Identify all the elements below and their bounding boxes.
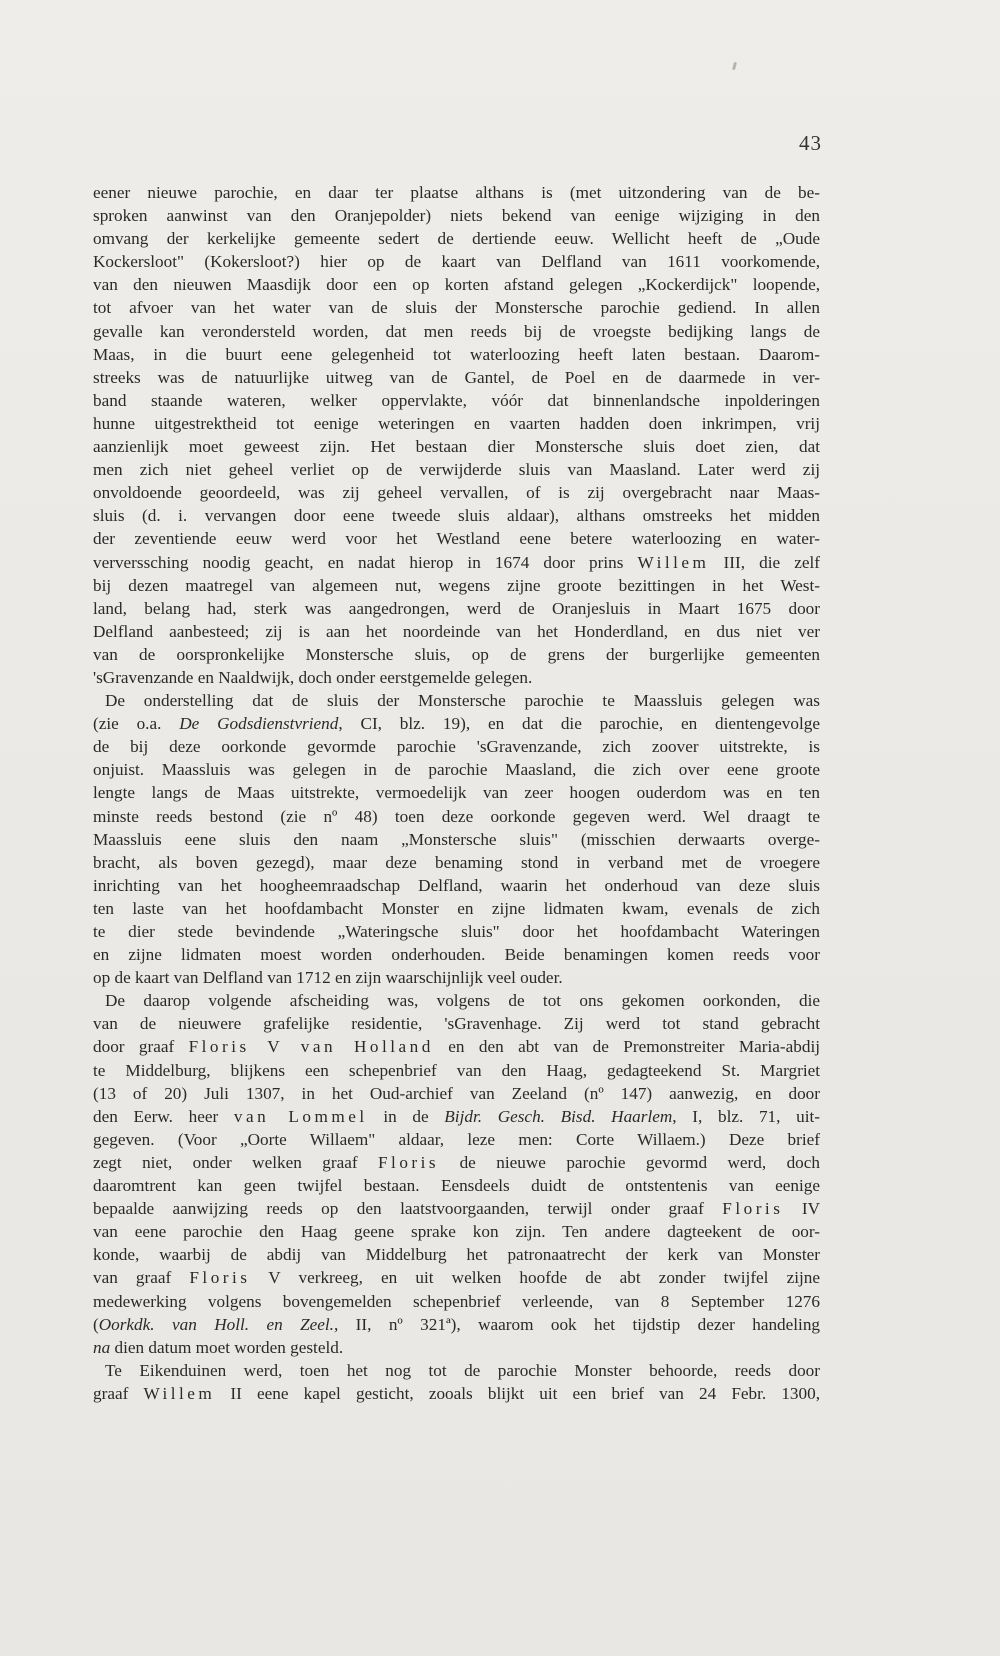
text-segment: graaf [93, 1383, 144, 1403]
text-segment: omvang der kerkelijke gemeente sedert de dertiende eeuw. Wellicht heeft de „Oude [93, 229, 820, 249]
text-segment: dien datum moet worden gesteld. [110, 1337, 344, 1357]
text-segment: Te Eikenduinen werd, toen het nog tot de parochie Monster behoorde, reeds door [105, 1360, 820, 1380]
text-segment: van graaf [93, 1268, 190, 1288]
text-segment: De daarop volgende afscheiding was, volgens de tot ons gekomen oorkonden, die [105, 991, 820, 1011]
text-segment: van de oorspronkelijke Monstersche sluis, op de grens der burgerlijke gemeenten [93, 644, 820, 664]
spaced-name: van Lommel [233, 1106, 368, 1126]
text-line [93, 1359, 820, 1382]
text-segment: V verkreeg, en uit welken hoofde de abt zonder twijfel zijne [250, 1268, 820, 1288]
text-segment: bepaalde aanwijzing reeds op den laatstvoorgaanden, terwijl onder graaf [93, 1199, 723, 1219]
text-segment: te dier stede bevindende „Wateringsche sluis" door het hoofdambacht Wateringen [93, 922, 820, 941]
text-line [93, 897, 820, 920]
text-line [93, 458, 820, 481]
text-line [93, 758, 820, 781]
text-segment: Delfland aanbesteed; zij is aan het noordeinde van het Honderdland, en dus niet ver [93, 621, 820, 641]
italic-text: De Godsdienstvriend [179, 714, 339, 734]
text-line [93, 735, 820, 758]
text-segment: bracht, als boven gezegd), maar deze benaming stond in verband met de vroegere [93, 852, 820, 872]
text-line [93, 851, 820, 874]
text-segment: ververssching noodig geacht, en nadat hierop in 1674 door prins [93, 552, 638, 572]
text-line [93, 1197, 820, 1220]
text-segment: medewerking volgens bovengemelden schepenbrief verleende, van 8 September 1276 [93, 1291, 820, 1311]
text-segment: door graaf [93, 1037, 189, 1057]
text-line [93, 227, 820, 250]
text-segment: van de nieuwere grafelijke residentie, 'sGravenhage. Zij werd tot stand gebracht [93, 1014, 820, 1034]
italic-text: Bijdr. Gesch. Bisd. Haarlem [444, 1106, 673, 1126]
text-line [93, 1220, 820, 1243]
text-segment: onjuist. Maassluis was gelegen in de parochie Maasland, die zich over eene groote [93, 760, 820, 780]
text-segment: hunne uitgestrektheid tot eenige weteringen en vaarten hadden doen inkrimpen, vrij [93, 413, 820, 433]
text-line [93, 1313, 820, 1336]
text-segment: zegt niet, onder welken graaf [93, 1152, 378, 1172]
text-line [93, 320, 820, 343]
text-segment: , II, nº 321ª), waarom ook het tijdstip dezer handeling [333, 1314, 820, 1334]
text-segment: de nieuwe parochie gevormd werd, doch [439, 1152, 820, 1172]
text-segment: minste reeds bestond (zie nº 48) toen deze oorkonde gegeven werd. Wel draagt te [93, 806, 820, 826]
text-line [93, 1035, 820, 1058]
scan-speck [732, 62, 737, 71]
text-segment: onvoldoende geoordeeld, was zij geheel vervallen, of is zij overgebracht naar Maas- [93, 483, 820, 503]
text-segment: tot afvoer van het water van de sluis der Monstersche parochie gediend. In allen [93, 298, 820, 318]
text-segment: ten laste van het hoofdambacht Monster en zijne lidmaten kwam, evenals de zich [93, 898, 820, 918]
text-line [93, 1151, 820, 1174]
text-line [93, 1012, 820, 1035]
spaced-name: Willem [143, 1383, 216, 1403]
text-line [93, 874, 820, 897]
text-segment: lengte langs de Maas uitstrekte, vermoedelijk van zeer hoogen ouderdom was en ten [93, 783, 820, 803]
text-line [93, 412, 820, 435]
text-segment: sluis (d. i. vervangen door eene tweede sluis aldaar), althans omstreeks het midden [93, 506, 820, 526]
spaced-name: Floris V van Holland [188, 1037, 434, 1057]
body-text [93, 181, 820, 1405]
text-line [93, 1174, 820, 1197]
text-line [93, 1128, 820, 1151]
text-segment: konde, waarbij de abdij van Middelburg het patronaatrecht der kerk van Monster [93, 1245, 820, 1265]
spaced-name: Willem [637, 552, 710, 572]
text-line [93, 620, 820, 643]
text-line [93, 273, 820, 296]
text-segment: Kockersloot" (Kokersloot?) hier op de kaart van Delfland van 1611 voorkomende, [93, 252, 820, 272]
text-line [93, 1336, 820, 1359]
spaced-name: Floris [378, 1152, 440, 1172]
text-segment: Maassluis eene sluis den naam „Monstersche sluis" (misschien derwaarts overge- [93, 829, 820, 849]
text-line [93, 204, 820, 227]
text-line [93, 689, 820, 712]
text-segment: (13 of 20) Juli 1307, in het Oud-archief van Zeeland (nº 147) aanwezig, en door [93, 1083, 820, 1103]
text-segment: streeks was de natuurlijke uitweg van de Gantel, de Poel en de daarmede in ver- [93, 367, 820, 387]
text-segment: op de kaart van Delfland van 1712 en zijn waarschijnlijk veel ouder. [93, 968, 563, 988]
spaced-name: Floris [189, 1268, 251, 1288]
page-number: 43 [799, 131, 822, 155]
text-line [93, 481, 820, 504]
text-segment: der zeventiende eeuw werd voor het Westland eene betere waterloozing en water- [93, 529, 820, 549]
text-segment: 'sGravenzande en Naaldwijk, doch onder eerstgemelde gelegen. [93, 667, 533, 687]
text-line [93, 712, 820, 735]
text-segment: men zich niet geheel verliet op de verwijderde sluis van Maasland. Later werd zij [93, 460, 820, 480]
text-segment: te Middelburg, blijkens een schepenbrief van den Haag, gedagteekend St. Margriet [93, 1060, 820, 1080]
text-segment: de bij deze oorkonde gevormde parochie 'sGravenzande, zich zoover uitstrekte, is [93, 737, 820, 757]
text-segment: en zijne lidmaten moest worden onderhouden. Beide benamingen komen reeds voor [93, 945, 820, 965]
text-line [93, 966, 820, 989]
text-segment: II eene kapel gesticht, zooals blijkt uit een brief van 24 Febr. 1300, [215, 1383, 820, 1403]
text-line [93, 920, 820, 943]
text-segment: bij dezen maatregel van algemeen nut, wegens zijne groote bezittingen in het West- [93, 575, 820, 595]
text-line [93, 551, 820, 574]
text-segment: aanzienlijk moet geweest zijn. Het bestaan dier Monstersche sluis doet zien, dat [93, 437, 820, 457]
text-segment: van den nieuwen Maasdijk door een op korten afstand gelegen „Kockerdijck" loopende, [93, 275, 820, 295]
text-line [93, 296, 820, 319]
text-line [93, 828, 820, 851]
text-line [93, 805, 820, 828]
text-segment: , I, blz. 71, uit- [672, 1106, 820, 1126]
text-segment: De onderstelling dat de sluis der Monstersche parochie te Maassluis gelegen was [105, 691, 820, 711]
text-line [93, 343, 820, 366]
text-segment: (zie o.a. [93, 714, 180, 734]
text-segment: , CI, blz. 19), en dat die parochie, en dientengevolge [338, 714, 820, 734]
text-line [93, 1382, 820, 1405]
text-line [93, 250, 820, 273]
text-line [93, 389, 820, 412]
text-line [93, 1266, 820, 1289]
text-segment: den Eerw. heer [93, 1106, 234, 1126]
text-segment: gegeven. (Voor „Oorte Willaem" aldaar, leze men: Corte Willaem.) Deze brief [93, 1129, 820, 1149]
text-line [93, 643, 820, 666]
text-line [93, 527, 820, 550]
text-line [93, 943, 820, 966]
text-segment: inrichting van het hoogheemraadschap Delfland, waarin het onderhoud van deze sluis [93, 875, 820, 895]
text-segment: III, die zelf [709, 552, 820, 572]
text-line [93, 366, 820, 389]
text-segment: en den abt van de Premonstreiter Maria-abdij [433, 1037, 820, 1057]
text-segment: ( [93, 1314, 99, 1334]
text-segment: daaromtrent kan geen twijfel bestaan. Eensdeels duidt de ontstentenis van eenige [93, 1176, 820, 1196]
text-line [93, 989, 820, 1012]
text-segment: Maas, in die buurt eene gelegenheid tot waterloozing heeft laten bestaan. Daarom- [93, 344, 820, 364]
text-segment: band staande wateren, welker oppervlakte, vóór dat binnenlandsche inpolderingen [93, 390, 820, 410]
text-line [93, 1243, 820, 1266]
text-line [93, 1059, 820, 1082]
italic-text: na [93, 1337, 111, 1357]
text-line [93, 574, 820, 597]
text-line [93, 1082, 820, 1105]
text-segment: sproken aanwinst van den Oranjepolder) niets bekend van eenige wijziging in den [93, 206, 820, 226]
text-segment: gevalle kan verondersteld worden, dat men reeds bij de vroegste bedijking langs de [93, 321, 820, 341]
text-segment: in de [367, 1106, 445, 1126]
text-line [93, 1290, 820, 1313]
text-line [93, 504, 820, 527]
text-line [93, 435, 820, 458]
italic-text: Oorkdk. van Holl. en Zeel. [98, 1314, 334, 1334]
text-segment: land, belang had, sterk was aangedrongen, werd de Oranjesluis in Maart 1675 door [93, 598, 820, 618]
text-line [93, 181, 820, 204]
text-segment: van eene parochie den Haag geene sprake kon zijn. Ten andere dagteekent de oor- [93, 1222, 820, 1242]
text-line [93, 666, 820, 689]
text-line [93, 1105, 820, 1128]
text-line [93, 781, 820, 804]
text-segment: IV [783, 1199, 820, 1219]
text-segment: eener nieuwe parochie, en daar ter plaatse althans is (met uitzondering van de be- [93, 183, 820, 202]
text-line [93, 597, 820, 620]
spaced-name: Floris [722, 1199, 784, 1219]
